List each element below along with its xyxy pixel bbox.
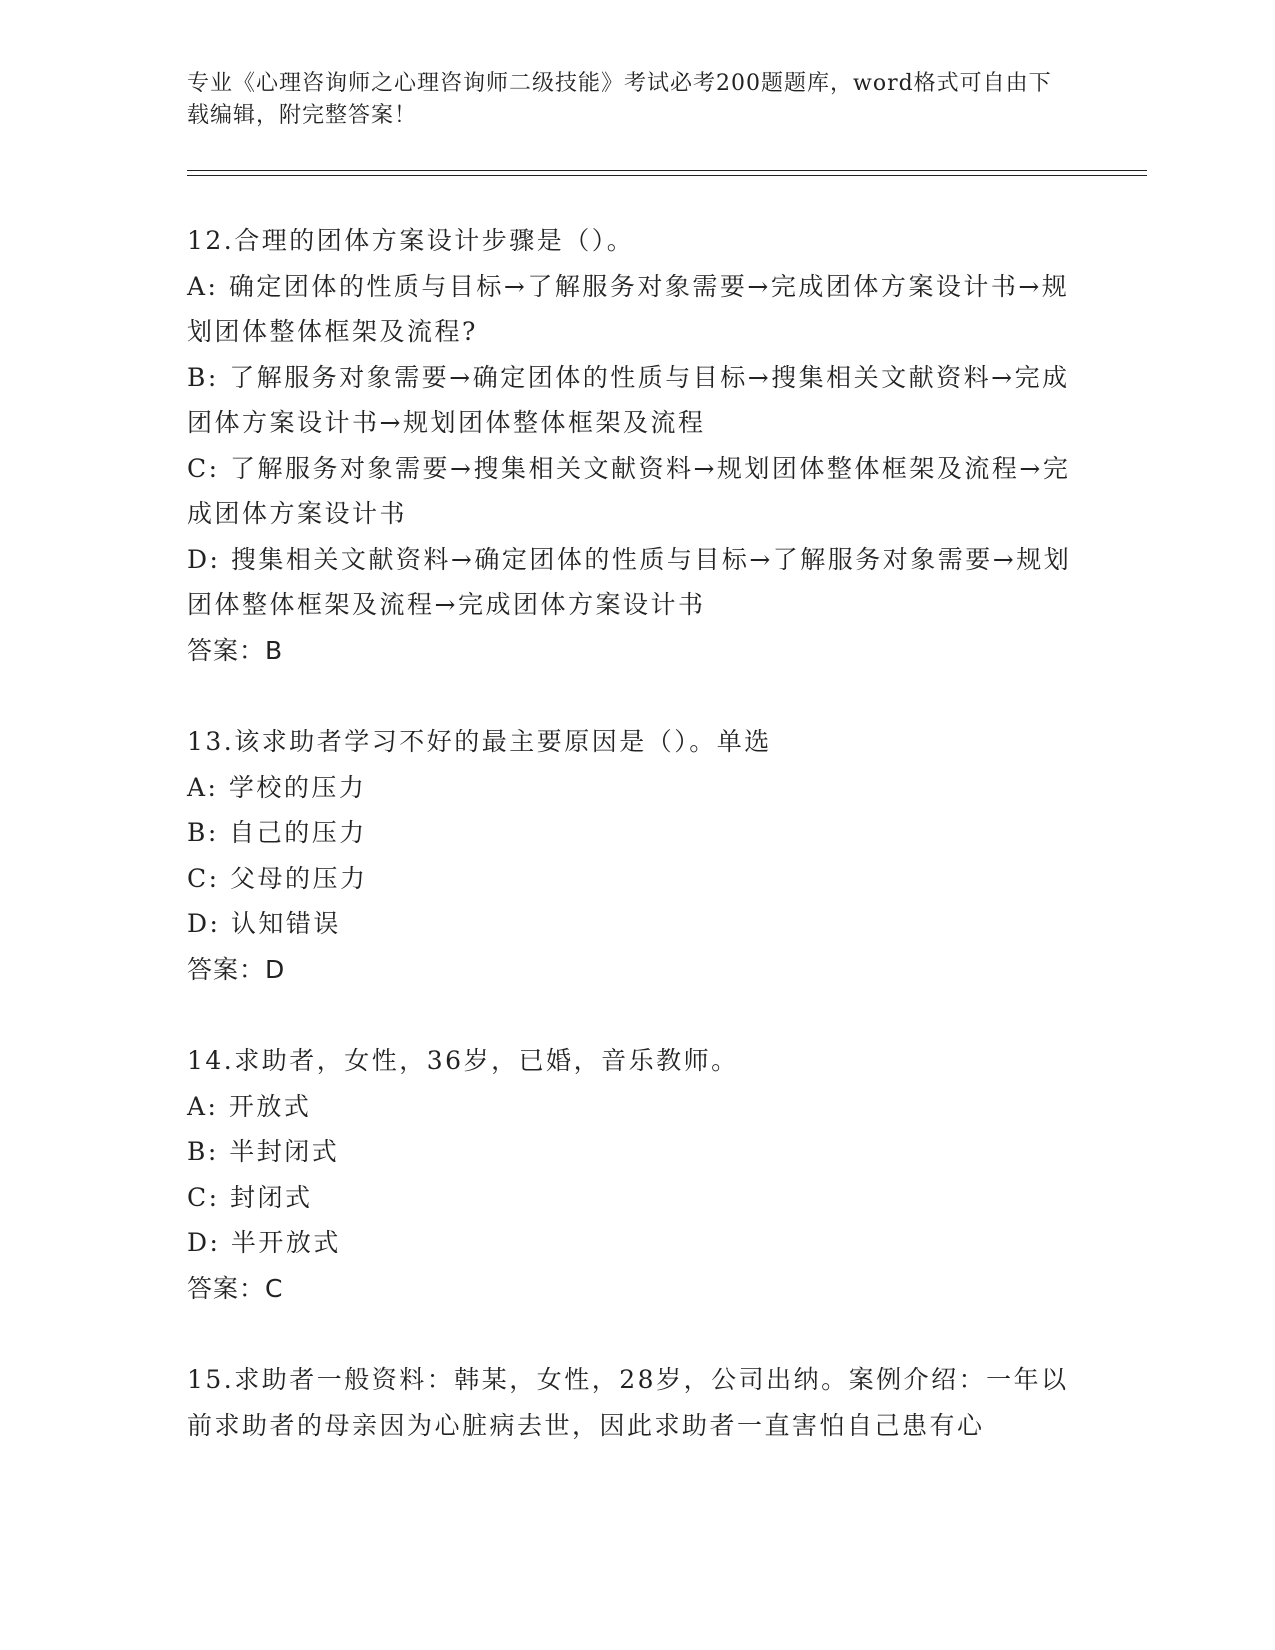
option-b: B: 自己的压力: [187, 818, 367, 847]
option-c: C: 了解服务对象需要→搜集相关文献资料→规划团体整体框架及流程→完成团体方案设计书: [187, 453, 1071, 528]
answer-label: 答案：C: [187, 1273, 284, 1303]
question-stem: 12.合理的团体方案设计步骤是（）。: [187, 226, 635, 255]
header-divider: [187, 170, 1147, 176]
option-b: B: 半封闭式: [187, 1137, 340, 1166]
option-a: A: 开放式: [187, 1091, 312, 1121]
option-d: D: 半开放式: [187, 1228, 341, 1257]
question-14: [187, 1038, 1147, 1311]
option-c: C: 父母的压力: [187, 863, 368, 893]
option-a: A: 学校的压力: [187, 772, 367, 802]
option-d: D: 搜集相关文献资料→确定团体的性质与目标→了解服务对象需要→规划团体整体框架及流程→完成团体方案设计书: [187, 544, 1072, 619]
question-12: [187, 218, 1147, 673]
answer-label: 答案：D: [187, 954, 286, 984]
question-stem: 15.求助者一般资料：韩某，女性，28岁，公司出纳。案例介绍：一年以前求助者的母亲因为心脏病去世，因此求助者一直害怕自己患有心: [187, 1365, 1069, 1440]
option-b: B: 了解服务对象需要→确定团体的性质与目标→搜集相关文献资料→完成团体方案设计书→规划团体整体框架及流程: [187, 362, 1070, 437]
option-c: C: 封闭式: [187, 1182, 313, 1212]
option-a: A: 确定团体的性质与目标→了解服务对象需要→完成团体方案设计书→规划团体整体框架及流程?: [187, 271, 1070, 346]
answer-label: 答案：B: [187, 635, 284, 665]
document-header: 专业《心理咨询师之心理咨询师二级技能》考试必考200题题库，word格式可自由下载编辑，附完整答案！: [187, 71, 1052, 128]
question-list: [187, 218, 1147, 1448]
question-stem: 14.求助者，女性，36岁，已婚，音乐教师。: [187, 1046, 739, 1075]
document-page: [187, 68, 1147, 1494]
question-15: [187, 1357, 1147, 1448]
question-stem: 13.该求助者学习不好的最主要原因是（）。单选: [187, 727, 772, 756]
question-13: [187, 719, 1147, 992]
option-d: D: 认知错误: [187, 909, 341, 938]
